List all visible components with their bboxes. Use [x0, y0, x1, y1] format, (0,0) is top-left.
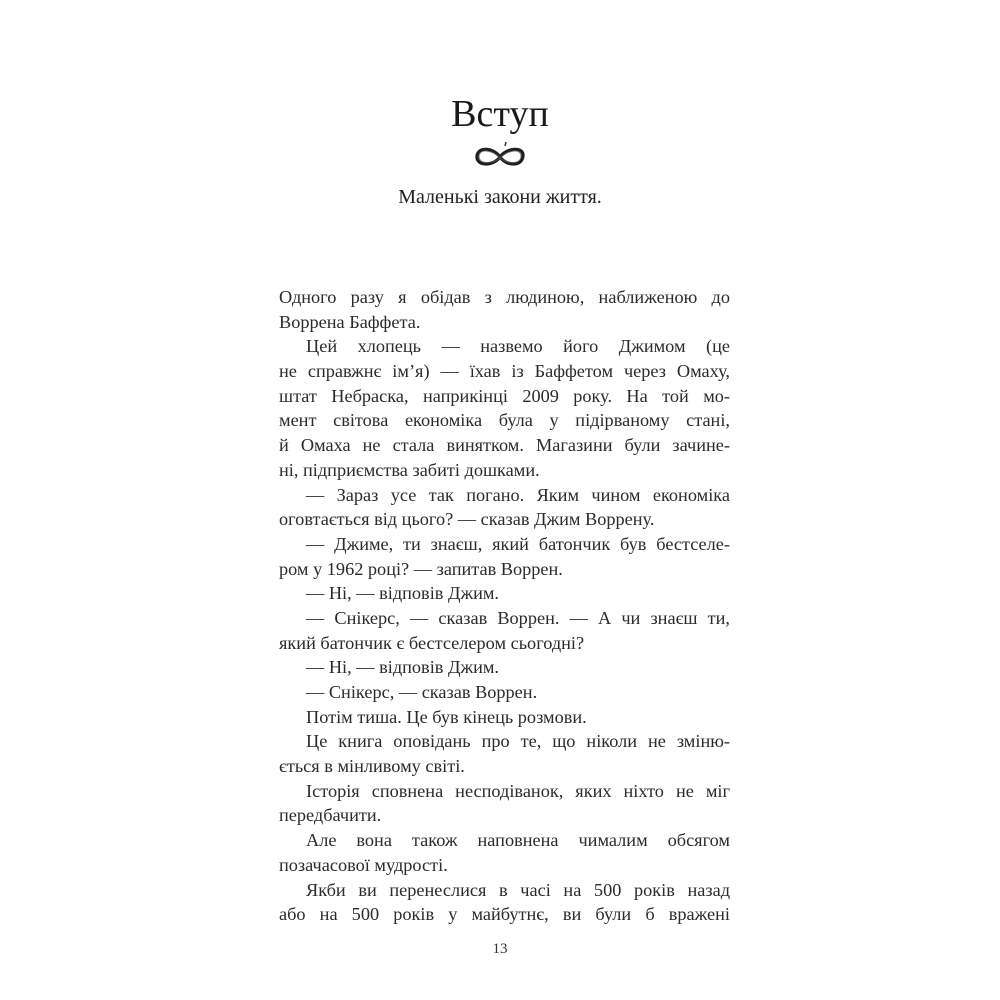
text-line: — Ні, — відповів Джим.: [306, 657, 499, 678]
text-line: не справжнє ім’я) — їхав із Баффетом через Омаху,: [279, 361, 730, 382]
body-text: [279, 285, 730, 927]
text-line: позачасової мудрості.: [279, 854, 448, 875]
paragraph: [279, 532, 730, 581]
text-line: — Джиме, ти знаєш, який батончик був бестселе-: [306, 533, 730, 554]
paragraph: [279, 705, 730, 730]
text-line: Воррена Баффета.: [279, 311, 421, 332]
text-line: й Омаха не стала винятком. Магазини були зачине-: [279, 435, 730, 456]
paragraph: [279, 483, 730, 532]
text-line: Якби ви перенеслися в часі на 500 років назад: [306, 879, 730, 900]
text-line: Потім тиша. Це був кінець розмови.: [306, 706, 587, 727]
paragraph: [279, 729, 730, 778]
paragraph: [279, 828, 730, 877]
text-line: мент світова економіка була у підірваному стані,: [279, 410, 730, 431]
text-line: передбачити.: [279, 805, 382, 826]
text-line: ром у 1962 році? — запитав Воррен.: [279, 558, 563, 579]
text-line: штат Небраска, наприкінці 2009 року. На той мо-: [279, 385, 730, 406]
paragraph: [279, 285, 730, 334]
text-line: ні, підприємства забиті дошками.: [279, 459, 540, 480]
text-line: — Зараз усе так погано. Яким чином економіка: [306, 484, 730, 505]
paragraph: [279, 779, 730, 828]
paragraph: [279, 581, 730, 606]
text-line: ється в мінливому світі.: [279, 756, 465, 777]
text-line: — Снікерс, — сказав Воррен.: [306, 682, 538, 702]
infinity-icon: [470, 140, 530, 174]
paragraph: [279, 680, 730, 705]
text-line: Одного разу я обідав з людиною, наближеною до: [279, 287, 730, 307]
text-line: Це книга оповідань про те, що ніколи не зміню-: [306, 731, 730, 752]
text-line: — Снікерс, — сказав Воррен. — А чи знаєш ти,: [306, 607, 730, 628]
paragraph: [279, 878, 730, 927]
text-line: який батончик є бестселером сьогодні?: [279, 632, 585, 653]
chapter-subtitle: Маленькі закони життя.: [398, 186, 602, 208]
text-line: або на 500 років у майбутнє, ви були б вражені: [279, 904, 730, 925]
page-number: 13: [492, 941, 508, 957]
text-line: Але вона також наповнена чималим обсягом: [306, 830, 730, 851]
chapter-title: Вступ: [451, 93, 549, 135]
text-line: — Ні, — відповів Джим.: [306, 583, 499, 604]
paragraph: [279, 606, 730, 655]
paragraph: [279, 334, 730, 482]
text-line: оговтається від цього? — сказав Джим Воррену.: [279, 509, 655, 530]
text-line: Історія сповнена несподіванок, яких ніхто не міг: [306, 780, 730, 801]
paragraph: [279, 655, 730, 680]
text-line: Цей хлопець — назвемо його Джимом (це: [306, 336, 730, 357]
